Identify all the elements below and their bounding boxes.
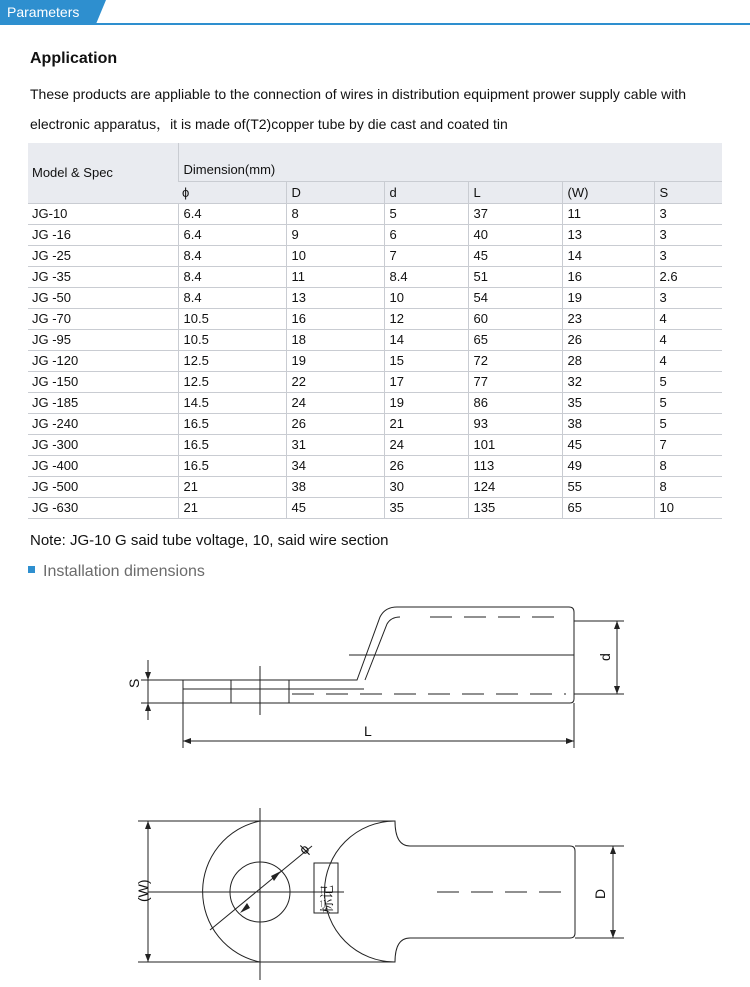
- value-cell: 18: [286, 330, 384, 351]
- value-cell: 8: [654, 477, 722, 498]
- value-cell: 3: [654, 204, 722, 225]
- model-cell: JG -400: [28, 456, 178, 477]
- table-row: [28, 288, 722, 309]
- value-cell: 6.4: [178, 204, 286, 225]
- application-text-line2: electronic apparatus，it is made of(T2)copper tube by die cast and coated tin: [30, 116, 508, 132]
- value-cell: 26: [286, 414, 384, 435]
- value-cell: 19: [286, 351, 384, 372]
- value-cell: 5: [384, 204, 468, 225]
- value-cell: 8.4: [178, 288, 286, 309]
- label-l: L: [364, 723, 372, 739]
- label-s: S: [126, 678, 142, 688]
- column-header-1: D: [286, 182, 384, 204]
- value-cell: 24: [286, 393, 384, 414]
- installation-heading: [28, 563, 205, 581]
- model-cell: JG -300: [28, 435, 178, 456]
- value-cell: 65: [562, 498, 654, 519]
- model-cell: JG -630: [28, 498, 178, 519]
- value-cell: 45: [468, 246, 562, 267]
- column-header-0: ϕ: [178, 182, 286, 204]
- value-cell: 10.5: [178, 330, 286, 351]
- model-cell: JG -120: [28, 351, 178, 372]
- value-cell: 45: [286, 498, 384, 519]
- value-cell: 23: [562, 309, 654, 330]
- value-cell: 13: [286, 288, 384, 309]
- value-cell: 16.5: [178, 435, 286, 456]
- value-cell: 26: [384, 456, 468, 477]
- value-cell: 28: [562, 351, 654, 372]
- header-divider: [0, 23, 750, 25]
- value-cell: 17: [384, 372, 468, 393]
- value-cell: 124: [468, 477, 562, 498]
- value-cell: 86: [468, 393, 562, 414]
- value-cell: 60: [468, 309, 562, 330]
- value-cell: 12: [384, 309, 468, 330]
- value-cell: 8.4: [178, 246, 286, 267]
- value-cell: 2.6: [654, 267, 722, 288]
- application-text: [30, 79, 735, 139]
- table-row: [28, 414, 722, 435]
- model-cell: JG -500: [28, 477, 178, 498]
- side-view-inner-bend: [365, 617, 400, 680]
- value-cell: 4: [654, 351, 722, 372]
- value-cell: 30: [384, 477, 468, 498]
- model-cell: JG -50: [28, 288, 178, 309]
- value-cell: 45: [562, 435, 654, 456]
- value-cell: 4: [654, 309, 722, 330]
- model-spec-header: Model & Spec: [28, 143, 178, 204]
- value-cell: 10: [384, 288, 468, 309]
- value-cell: 35: [562, 393, 654, 414]
- value-cell: 21: [178, 477, 286, 498]
- table-row: [28, 267, 722, 288]
- value-cell: 135: [468, 498, 562, 519]
- value-cell: 11: [286, 267, 384, 288]
- value-cell: 77: [468, 372, 562, 393]
- table-row: [28, 393, 722, 414]
- value-cell: 21: [384, 414, 468, 435]
- value-cell: 8.4: [384, 267, 468, 288]
- value-cell: 16: [286, 309, 384, 330]
- note-text: Note: JG-10 G said tube voltage, 10, said wire section: [30, 532, 389, 549]
- model-cell: JG -16: [28, 225, 178, 246]
- value-cell: 13: [562, 225, 654, 246]
- value-cell: 3: [654, 225, 722, 246]
- value-cell: 10: [286, 246, 384, 267]
- value-cell: 101: [468, 435, 562, 456]
- label-phi: ϕ: [295, 840, 313, 858]
- value-cell: 93: [468, 414, 562, 435]
- value-cell: 113: [468, 456, 562, 477]
- value-cell: 8: [654, 456, 722, 477]
- value-cell: 19: [384, 393, 468, 414]
- value-cell: 10: [654, 498, 722, 519]
- column-header-4: (W): [562, 182, 654, 204]
- value-cell: 21: [178, 498, 286, 519]
- value-cell: 8.4: [178, 267, 286, 288]
- value-cell: 38: [562, 414, 654, 435]
- value-cell: 8: [286, 204, 384, 225]
- value-cell: 34: [286, 456, 384, 477]
- mark-text: 标记: [319, 885, 335, 913]
- table-row: [28, 498, 722, 519]
- value-cell: 26: [562, 330, 654, 351]
- value-cell: 22: [286, 372, 384, 393]
- table-row: [28, 456, 722, 477]
- model-cell: JG -150: [28, 372, 178, 393]
- value-cell: 16.5: [178, 414, 286, 435]
- value-cell: 38: [286, 477, 384, 498]
- value-cell: 12.5: [178, 351, 286, 372]
- table-row: [28, 309, 722, 330]
- table-row: [28, 351, 722, 372]
- value-cell: 51: [468, 267, 562, 288]
- value-cell: 32: [562, 372, 654, 393]
- table-row: [28, 225, 722, 246]
- table-row: [28, 204, 722, 225]
- dimension-header: Dimension(mm): [178, 143, 722, 182]
- value-cell: 6.4: [178, 225, 286, 246]
- parameters-tab[interactable]: Parameters: [0, 0, 96, 24]
- value-cell: 49: [562, 456, 654, 477]
- table-row: [28, 477, 722, 498]
- value-cell: 54: [468, 288, 562, 309]
- model-cell: JG -240: [28, 414, 178, 435]
- table-row: [28, 330, 722, 351]
- value-cell: 3: [654, 246, 722, 267]
- table-row: [28, 246, 722, 267]
- table-row: [28, 435, 722, 456]
- model-cell: JG -35: [28, 267, 178, 288]
- table-row: [28, 372, 722, 393]
- value-cell: 7: [384, 246, 468, 267]
- value-cell: 9: [286, 225, 384, 246]
- value-cell: 55: [562, 477, 654, 498]
- value-cell: 10.5: [178, 309, 286, 330]
- model-cell: JG -185: [28, 393, 178, 414]
- label-w: (W): [135, 879, 151, 902]
- phi-leader-line: [210, 846, 312, 930]
- label-D: D: [592, 888, 608, 899]
- value-cell: 37: [468, 204, 562, 225]
- model-cell: JG -95: [28, 330, 178, 351]
- label-d: d: [597, 653, 613, 661]
- installation-title: Installation dimensions: [43, 563, 205, 580]
- value-cell: 14: [562, 246, 654, 267]
- column-header-2: d: [384, 182, 468, 204]
- model-cell: JG-10: [28, 204, 178, 225]
- installation-drawing: [0, 590, 750, 987]
- value-cell: 4: [654, 330, 722, 351]
- value-cell: 31: [286, 435, 384, 456]
- value-cell: 24: [384, 435, 468, 456]
- application-text-line1: These products are appliable to the connection of wires in distribution equipment prower supply cable with: [30, 86, 687, 102]
- value-cell: 14.5: [178, 393, 286, 414]
- value-cell: 40: [468, 225, 562, 246]
- application-title: Application: [30, 50, 118, 67]
- bullet-square-icon: [28, 566, 35, 573]
- value-cell: 5: [654, 372, 722, 393]
- value-cell: 15: [384, 351, 468, 372]
- column-header-5: S: [654, 182, 722, 204]
- value-cell: 19: [562, 288, 654, 309]
- value-cell: 7: [654, 435, 722, 456]
- spec-table: [28, 143, 722, 519]
- value-cell: 16.5: [178, 456, 286, 477]
- value-cell: 11: [562, 204, 654, 225]
- value-cell: 16: [562, 267, 654, 288]
- model-cell: JG -25: [28, 246, 178, 267]
- value-cell: 14: [384, 330, 468, 351]
- value-cell: 5: [654, 393, 722, 414]
- column-header-3: L: [468, 182, 562, 204]
- value-cell: 72: [468, 351, 562, 372]
- value-cell: 65: [468, 330, 562, 351]
- value-cell: 6: [384, 225, 468, 246]
- value-cell: 12.5: [178, 372, 286, 393]
- model-cell: JG -70: [28, 309, 178, 330]
- value-cell: 3: [654, 288, 722, 309]
- value-cell: 5: [654, 414, 722, 435]
- value-cell: 35: [384, 498, 468, 519]
- section-header: [0, 0, 750, 26]
